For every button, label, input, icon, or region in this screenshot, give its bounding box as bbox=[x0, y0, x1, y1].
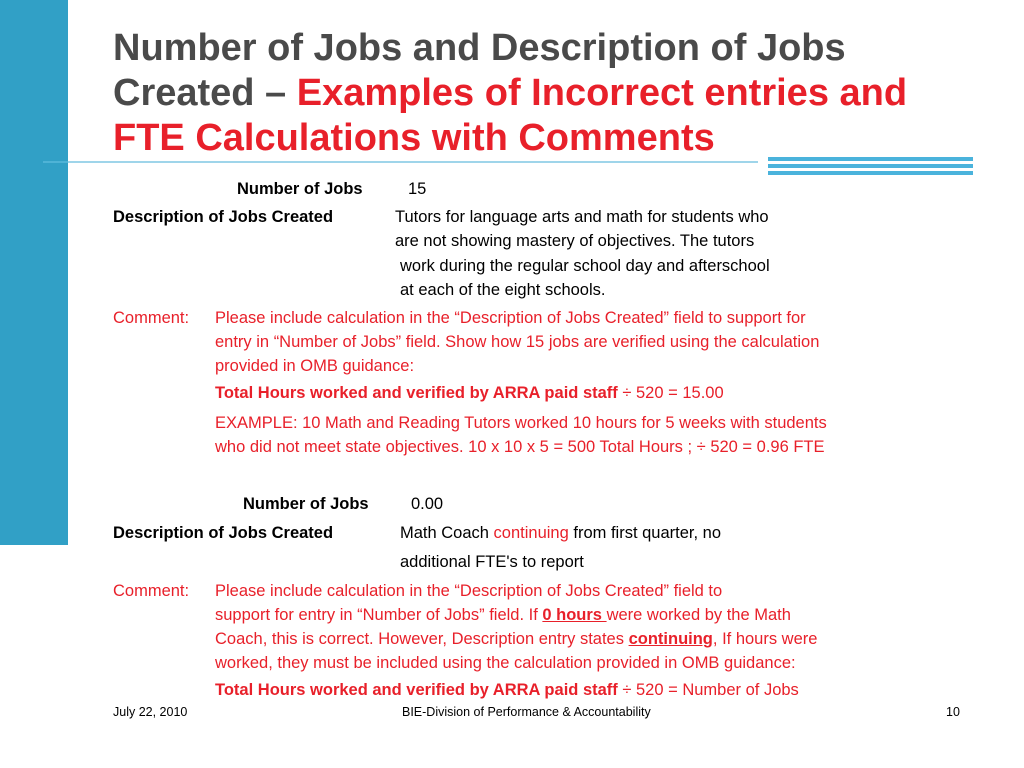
title-underline bbox=[68, 161, 758, 163]
entry2-desc-label: Description of Jobs Created bbox=[113, 524, 334, 542]
entry1-desc-line: at each of the eight schools. bbox=[400, 281, 606, 299]
entry1-desc-line: are not showing mastery of objectives. The tutors bbox=[395, 232, 755, 250]
entry1-comment-line: Please include calculation in the “Description of Jobs Created” field to support for bbox=[215, 309, 806, 327]
footer-center: BIE-Division of Performance & Accountability bbox=[402, 705, 651, 719]
entry1-comment-line: entry in “Number of Jobs” field. Show how 15 jobs are verified using the calculation bbox=[215, 333, 820, 351]
entry1-example-line: EXAMPLE: 10 Math and Reading Tutors worked 10 hours for 5 weeks with students bbox=[215, 414, 827, 432]
footer-date: July 22, 2010 bbox=[113, 705, 188, 719]
entry1-desc-line: work during the regular school day and afterschool bbox=[400, 257, 770, 275]
entry2-formula: Total Hours worked and verified by ARRA paid staff ÷ 520 = Number of Jobs bbox=[215, 681, 799, 699]
entry1-num-label: Number of Jobs bbox=[237, 180, 363, 198]
side-accent-bar bbox=[0, 0, 68, 545]
slide-title bbox=[113, 26, 993, 161]
entry2-desc-line: additional FTE's to report bbox=[400, 553, 584, 571]
entry2-num-value: 0.00 bbox=[411, 495, 444, 513]
entry1-formula: Total Hours worked and verified by ARRA paid staff ÷ 520 = 15.00 bbox=[215, 384, 724, 402]
entry2-comment-line: Coach, this is correct. However, Description entry states continuing, If hours were bbox=[215, 630, 818, 648]
side-accent-line bbox=[43, 161, 68, 163]
entry2-comment-line: worked, they must be included using the calculation provided in OMB guidance: bbox=[215, 654, 796, 672]
title-line-3: FTE Calculations with Comments bbox=[113, 117, 715, 159]
entry2-comment-line: Please include calculation in the “Description of Jobs Created” field to bbox=[215, 582, 723, 600]
entry2-num-label: Number of Jobs bbox=[243, 495, 369, 513]
entry1-comment-line: provided in OMB guidance: bbox=[215, 357, 415, 375]
entry1-desc-label: Description of Jobs Created bbox=[113, 208, 334, 226]
entry1-num-value: 15 bbox=[408, 180, 427, 198]
entry2-desc-line: Math Coach continuing from first quarter, no bbox=[400, 524, 722, 542]
entry2-comment-label: Comment: bbox=[113, 582, 190, 600]
entry1-desc-line: Tutors for language arts and math for students who bbox=[395, 208, 769, 226]
title-line-1: Number of Jobs and Description of Jobs bbox=[113, 27, 846, 69]
entry1-example-line: who did not meet state objectives. 10 x 10 x 5 = 500 Total Hours ; ÷ 520 = 0.96 FTE bbox=[215, 438, 825, 456]
title-line-2: Created – Examples of Incorrect entries and bbox=[113, 72, 908, 114]
entry1-comment-label: Comment: bbox=[113, 309, 190, 327]
entry2-comment-line: support for entry in “Number of Jobs” field. If 0 hours were worked by the Math bbox=[215, 606, 791, 624]
footer-page-number: 10 bbox=[946, 705, 960, 719]
